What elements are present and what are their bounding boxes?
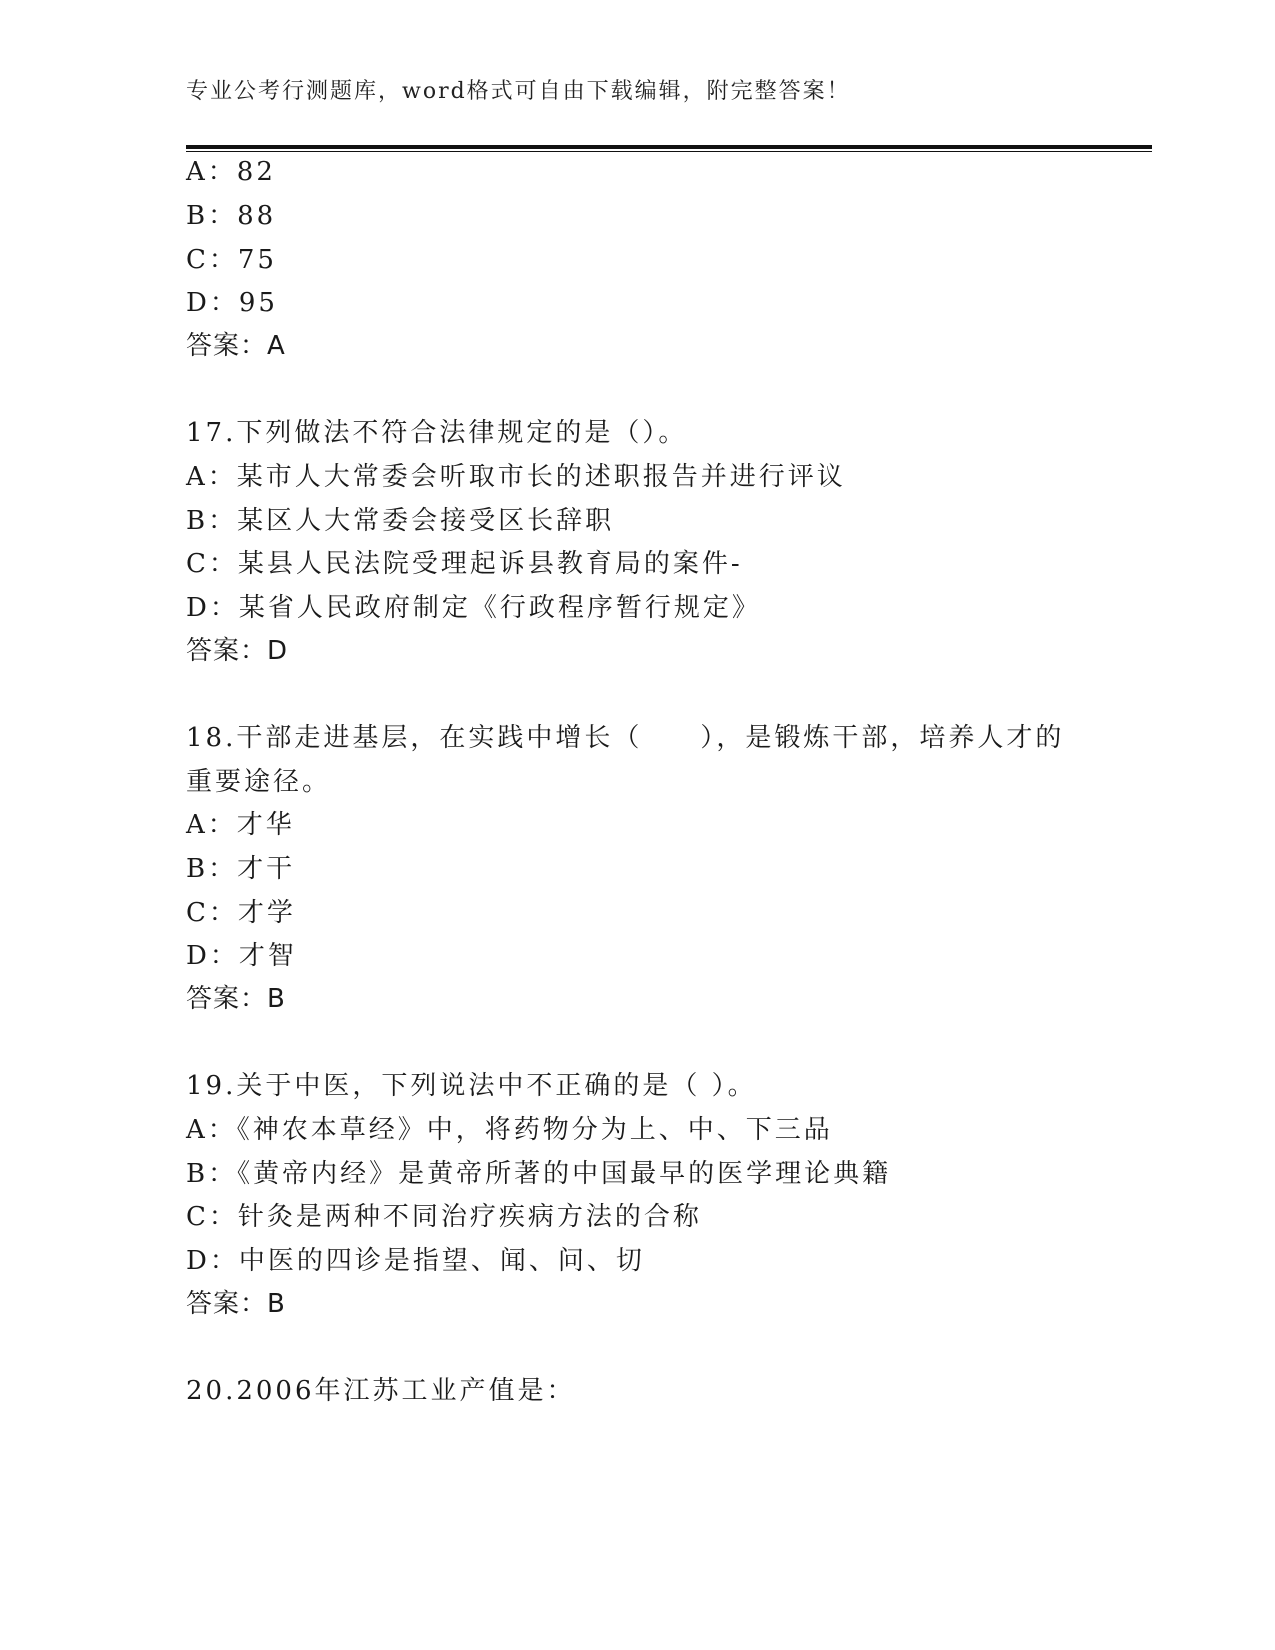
question-text: 17.下列做法不符合法律规定的是（）。 xyxy=(186,418,688,448)
option-d: D：某省人民政府制定《行政程序暂行规定》 xyxy=(186,593,761,623)
option-a: A：《神农本草经》中，将药物分为上、中、下三品 xyxy=(186,1115,833,1145)
option-d: D：中医的四诊是指望、闻、问、切 xyxy=(186,1246,645,1276)
option-a: A：某市人大常委会听取市长的述职报告并进行评议 xyxy=(186,462,846,492)
question-text: 18.干部走进基层，在实践中增长（ ），是锻炼干部，培养人才的 xyxy=(186,723,1065,753)
option-b: B：才干 xyxy=(186,854,296,884)
option-c: C：75 xyxy=(186,245,277,275)
header-rule xyxy=(186,145,1152,149)
option-c: C：才学 xyxy=(186,898,296,928)
header-rule-thin xyxy=(186,151,1152,152)
option-b: B：88 xyxy=(186,201,277,231)
question-text: 20.2006年江苏工业产值是： xyxy=(186,1376,576,1406)
answer-line: 答案：B xyxy=(186,984,286,1014)
question-text-cont: 重要途径。 xyxy=(186,767,332,797)
option-a: A：82 xyxy=(186,157,276,187)
option-c: C：某县人民法院受理起诉县教育局的案件- xyxy=(186,549,743,579)
answer-line: 答案：B xyxy=(186,1289,286,1319)
option-d: D：才智 xyxy=(186,941,297,971)
option-c: C：针灸是两种不同治疗疾病方法的合称 xyxy=(186,1202,702,1232)
page-header: 专业公考行测题库，word格式可自由下载编辑，附完整答案！ xyxy=(186,79,851,104)
option-b: B：《黄帝内经》是黄帝所著的中国最早的医学理论典籍 xyxy=(186,1159,892,1189)
answer-line: 答案：A xyxy=(186,331,286,361)
question-text: 19.关于中医，下列说法中不正确的是（ ）。 xyxy=(186,1071,757,1101)
answer-line: 答案：D xyxy=(186,636,289,666)
option-b: B：某区人大常委会接受区长辞职 xyxy=(186,506,615,536)
option-d: D：95 xyxy=(186,288,278,318)
option-a: A：才华 xyxy=(186,810,295,840)
